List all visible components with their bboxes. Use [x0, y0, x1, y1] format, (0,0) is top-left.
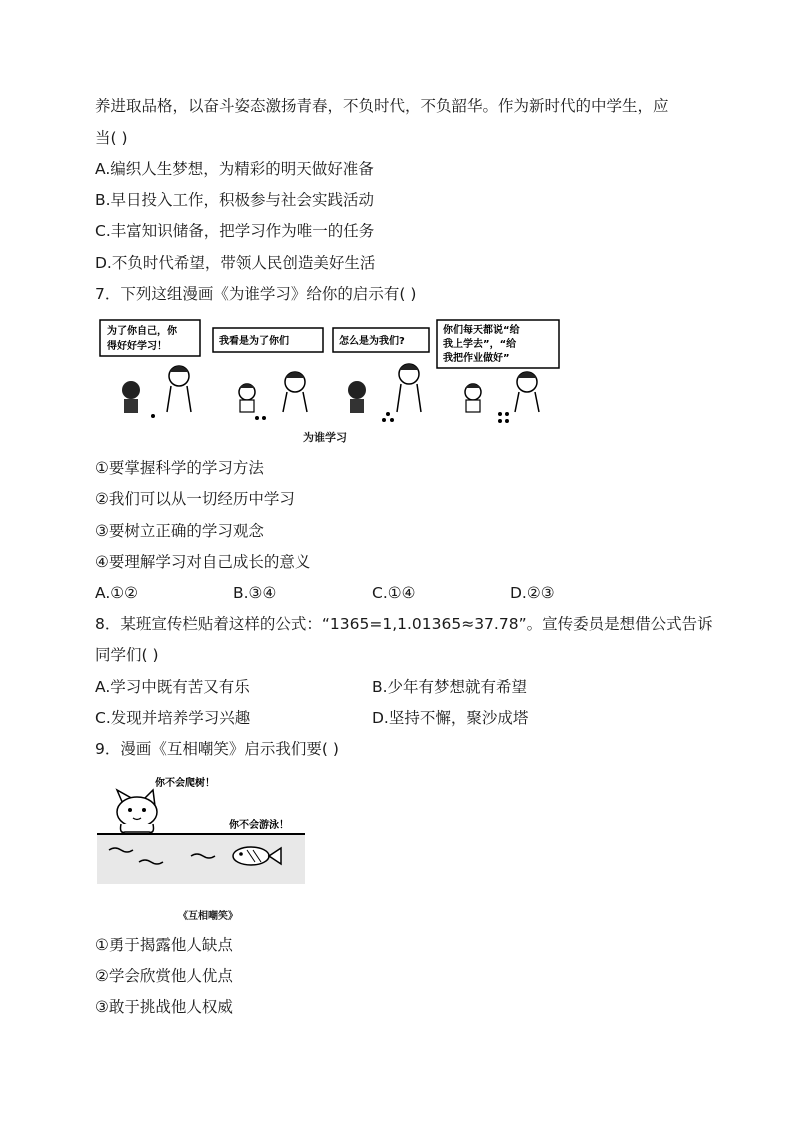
q8-option-d: D.坚持不懈，聚沙成塔	[372, 709, 529, 727]
cat-speech: 你不会爬树！	[155, 778, 215, 789]
q7-option-d: D.②③	[510, 584, 555, 602]
q6-option-c: C.丰富知识储备，把学习作为唯一的任务	[95, 222, 375, 240]
q9-stem: 9．漫画《互相嘲笑》启示我们要( )	[95, 740, 339, 758]
q7-stem: 7．下列这组漫画《为谁学习》给你的启示有( )	[95, 285, 417, 303]
q6-stem-line1: 养进取品格，以奋斗姿态激扬青春，不负时代，不负韶华。作为新时代的中学生，应	[95, 97, 669, 115]
fish-speech: 你不会游泳！	[229, 820, 289, 831]
bubble1-line1: 为了你自己，你	[107, 326, 177, 337]
bubble4-line1: 你们每天都说“给	[443, 325, 520, 336]
comic-panel-2	[213, 328, 323, 420]
bubble4-line2: 我上学去”，“给	[443, 339, 517, 350]
comic-panel-3	[333, 328, 429, 422]
q8-stem-line1: 8．某班宣传栏贴着这样的公式：“1365=1,1.01365≈37.78”。宣传委员是想借公式告诉	[95, 615, 713, 633]
q7-comic-caption: 为谁学习	[303, 431, 347, 444]
q7-statement-4: ④要理解学习对自己成长的意义	[95, 553, 311, 571]
bubble3-text: 怎么是为我们?	[339, 336, 405, 347]
q9-statement-3: ③敢于挑战他人权威	[95, 998, 233, 1016]
q7-statement-2: ②我们可以从一切经历中学习	[95, 490, 295, 508]
q7-statement-1: ①要掌握科学的学习方法	[95, 459, 264, 477]
q9-comic	[95, 770, 310, 888]
q6-option-d: D.不负时代希望，带领人民创造美好生活	[95, 254, 376, 272]
q6-option-a: A.编织人生梦想，为精彩的明天做好准备	[95, 160, 374, 178]
q9-statement-1: ①勇于揭露他人缺点	[95, 936, 233, 954]
q7-statement-3: ③要树立正确的学习观念	[95, 522, 264, 540]
q8-option-c: C.发现并培养学习兴趣	[95, 709, 251, 727]
comic-panel-4	[437, 320, 559, 423]
q6-option-b: B.早日投入工作，积极参与社会实践活动	[95, 191, 375, 209]
q9-statement-2: ②学会欣赏他人优点	[95, 967, 233, 985]
q9-comic-caption: 《互相嘲笑》	[178, 911, 238, 922]
cat-figure	[117, 790, 157, 832]
q7-option-a: A.①②	[95, 584, 139, 602]
q8-stem-line2: 同学们( )	[95, 646, 159, 664]
bubble4-line3: 我把作业做好”	[443, 353, 510, 364]
q6-stem-line2: 当( )	[95, 129, 128, 147]
q7-comic	[95, 312, 565, 430]
bubble1-line2: 得好好学习！	[107, 341, 167, 352]
q8-option-b: B.少年有梦想就有希望	[372, 678, 528, 696]
comic-panel-1	[100, 320, 200, 418]
bubble2-text: 我看是为了你们	[219, 336, 289, 347]
q8-option-a: A.学习中既有苦又有乐	[95, 678, 250, 696]
q7-option-b: B.③④	[233, 584, 277, 602]
q7-option-c: C.①④	[372, 584, 416, 602]
